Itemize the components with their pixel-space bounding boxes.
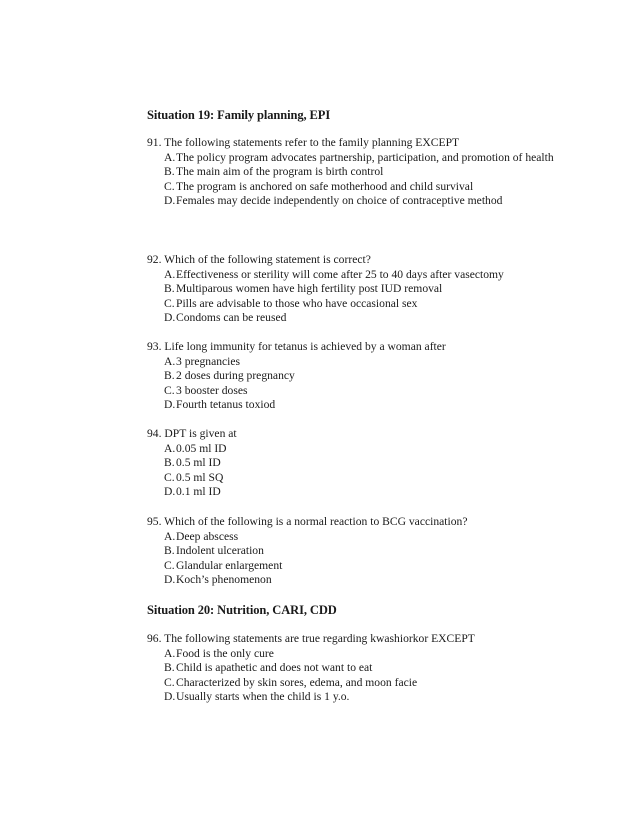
option-letter: A. [164,441,176,455]
answer-option [147,151,554,166]
option-text: 3 pregnancies [176,354,241,368]
option-text: Food is the only cure [176,646,274,660]
question-stem: 93. Life long immunity for tetanus is achieved by a woman after [147,340,446,353]
answer-option [147,690,475,705]
answer-option [147,573,467,588]
option-letter: D. [164,690,176,703]
answer-option [147,661,475,676]
answer-option [147,384,446,399]
answer-option [147,282,504,297]
question-block [147,632,475,705]
option-text: Multiparous women have high fertility post IUD removal [176,282,443,295]
question-block [147,253,504,326]
question-block [147,136,554,209]
option-text: The policy program advocates partnership, participation, and promotion of health [176,150,554,164]
option-text: Glandular enlargement [176,558,283,572]
option-text: 0.05 ml ID [176,441,227,455]
option-text: Deep abscess [176,529,239,543]
option-letter: B. [164,369,175,382]
option-text: 0.5 ml SQ [176,470,224,484]
answer-option [147,485,237,500]
answer-option [147,311,504,326]
option-letter: C. [164,296,175,310]
answer-option [147,194,554,209]
question-block [147,515,467,588]
question-stem: 92. Which of the following statement is correct? [147,253,371,266]
question-stem: 96. The following statements are true regarding kwashiorkor EXCEPT [147,632,475,645]
answer-option [147,165,554,180]
answer-option [147,355,446,370]
answer-option [147,647,475,662]
option-letter: D. [164,573,176,586]
question-stem: 91. The following statements refer to the family planning EXCEPT [147,136,460,149]
question-stem: 95. Which of the following is a normal reaction to BCG vaccination? [147,515,468,528]
answer-option [147,676,475,691]
option-letter: C. [164,558,175,572]
question-block [147,340,446,413]
answer-option [147,471,237,486]
question-stem: 94. DPT is given at [147,427,237,440]
option-letter: B. [164,456,175,469]
answer-options [147,442,237,500]
situation-heading: Situation 20: Nutrition, CARI, CDD [147,603,337,617]
answer-option [147,369,446,384]
situation-heading: Situation 19: Family planning, EPI [147,108,331,122]
option-text: Effectiveness or sterility will come after 25 to 40 days after vasectomy [176,267,504,281]
answer-options [147,268,504,326]
option-text: 0.1 ml ID [176,485,221,498]
option-letter: C. [164,470,175,484]
option-letter: D. [164,485,176,498]
option-text: Koch’s phenomenon [176,573,272,586]
option-text: Characterized by skin sores, edema, and moon facie [176,675,418,689]
option-letter: A. [164,646,176,660]
option-text: 0.5 ml ID [176,456,221,469]
option-text: 3 booster doses [176,383,248,397]
option-text: Indolent ulceration [176,544,264,557]
option-letter: C. [164,383,175,397]
option-text: Females may decide independently on choice of contraceptive method [176,194,503,207]
answer-options [147,530,467,588]
answer-options [147,151,554,209]
answer-option [147,398,446,413]
option-letter: C. [164,179,175,193]
option-letter: C. [164,675,175,689]
option-letter: A. [164,529,176,543]
option-letter: B. [164,661,175,674]
answer-option [147,297,504,312]
option-letter: B. [164,282,175,295]
option-letter: A. [164,354,176,368]
option-text: The main aim of the program is birth control [176,165,384,178]
answer-option [147,180,554,195]
option-text: Usually starts when the child is 1 y.o. [176,690,350,703]
answer-options [147,647,475,705]
option-letter: D. [164,194,176,207]
option-text: Child is apathetic and does not want to eat [176,661,373,674]
option-letter: B. [164,544,175,557]
answer-options [147,355,446,413]
option-letter: D. [164,311,176,324]
option-text: The program is anchored on safe motherhood and child survival [176,179,474,193]
answer-option [147,544,467,559]
answer-option [147,456,237,471]
option-text: Condoms can be reused [176,311,287,324]
question-block [147,427,237,500]
option-text: Fourth tetanus toxiod [176,398,276,411]
option-letter: D. [164,398,176,411]
answer-option [147,442,237,457]
option-letter: B. [164,165,175,178]
answer-option [147,530,467,545]
option-text: Pills are advisable to those who have occasional sex [176,296,418,310]
option-text: 2 doses during pregnancy [176,369,295,382]
answer-option [147,268,504,283]
option-letter: A. [164,267,176,281]
option-letter: A. [164,150,176,164]
answer-option [147,559,467,574]
